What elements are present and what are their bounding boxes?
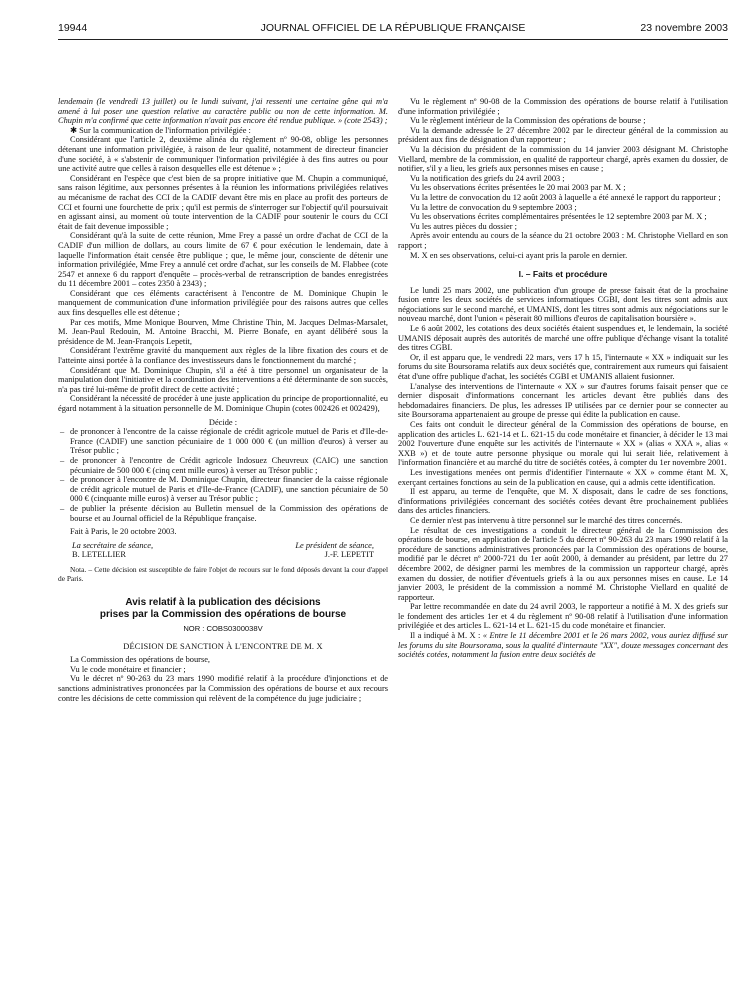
- paragraph: Les investigations menées ont permis d'identifier l'internaute « XX » comme étant M. X, exerçant certaines fonctions au sein de la publication en cause, qui a admis cette identification.: [398, 467, 728, 487]
- paragraph: Considérant que M. Dominique Chupin, s'il a été à titre personnel un organisateur de la manipulation dont l'initiative et la coordination des interventions a été déterminante de son succès, n'a pas tiré lui-même de profit direct de cette activité ;: [58, 365, 388, 394]
- paragraph: Considérant que ces éléments caractérisent à l'encontre de M. Dominique Chupin le manquement de communication d'une information privilégiée pour des raisons autres que celles aux fins desquelles elle est détenue ;: [58, 288, 388, 318]
- decide-label: Décide :: [208, 417, 238, 427]
- paragraph: Le lundi 25 mars 2002, une publication d'un groupe de presse faisait état de la prochaine fusion entre les deux sociétés de services informatiques CGBI, dont les titres sont admis aux négociations sur le second marché, et UMANIS, dont les titres sont admis aux négociations sur le nouveau marché, dont l'union « pèserait 80 millions d'euros de capitalisation boursière ».: [398, 285, 728, 324]
- paragraph: Par ces motifs, Mme Monique Bourven, Mme Christine Thin, M. Jacques Delmas-Marsalet, M. Jean-Paul Redouin, M. Antoine Bracchi, M. Pierre Bonafe, en ayant délibéré sous la présidence de M. Jean-François Lepetit,: [58, 317, 388, 346]
- avis-title-line-1: Avis relatif à la publication des décisions: [125, 597, 321, 609]
- page-header: [58, 22, 728, 36]
- subheading-communication: ✱ Sur la communication de l'information privilégiée :: [70, 125, 251, 135]
- section-title: I. – Faits et procédure: [518, 269, 608, 280]
- paragraph: Vu le code monétaire et financier ;: [70, 664, 186, 674]
- paragraph: Vu le décret nº 90-263 du 23 mars 1990 modifié relatif à la procédure d'injonctions et de sanctions administratives prononcées par la Commission des opérations de bourse et aux recours contre les décisions de cette commission qui relèvent de la compétence du juge judiciaire ;: [58, 674, 388, 703]
- vu-paragraph: Vu les autres pièces du dossier ;: [410, 221, 517, 231]
- decision-item: – de prononcer à l'encontre de M. Dominique Chupin, directeur financier de la caisse régionale de crédit agricole mutuel de Paris et d'Ile-de-France (CADIF), une sanction pécuniaire de 50 000 € (cinquante mille euros) à verser au Trésor public ;: [70, 475, 388, 504]
- vu-paragraph: Vu le règlement intérieur de la Commission des opérations de bourse ;: [410, 116, 646, 126]
- page-number: 19944: [58, 22, 88, 34]
- place-date: Fait à Paris, le 20 octobre 2003.: [70, 527, 177, 537]
- paragraph: Ces faits ont conduit le directeur général de la Commission des opérations de bourse, en application des articles L. 621-14 et L. 621-15 du code monétaire et financier, à décider le 13 mai 2002 l'ouverture d'une enquête sur les activités de l'internaute « XX » (alias « XXA », alias « XXB ») et de toute autre personne physique ou morale qui lui serait liée, relativement à l'information financière et au marché du titre de sociétés cotées, à compter du 1er novembre 2001.: [398, 420, 728, 468]
- vu-paragraphs: [398, 97, 728, 260]
- header-rule: [58, 39, 728, 40]
- paragraph: Or, il est apparu que, le vendredi 22 mars, vers 17 h 15, l'internaute « XX » indiquait sur les forums du site Boursorama relatifs aux deux sociétés que, contrairement aux rumeurs qui faisaient état d'une offre publique d'achat, les sociétés CGBI et UMANIS allaient fusionner.: [398, 352, 728, 382]
- decision-item: – de prononcer à l'encontre de Crédit agricole Indosuez Cheuvreux (CAIC) une sanction pécuniaire de 500 000 € (cinq cent mille euros) à verser au Trésor public ;: [70, 456, 388, 475]
- vu-paragraph: Après avoir entendu au cours de la séance du 21 octobre 2003 : M. Christophe Viellard en son rapport ;: [398, 231, 728, 250]
- vu-paragraph: Vu les observations écrites complémentaires présentées le 12 septembre 2003 par M. X ;: [410, 212, 707, 222]
- paragraph: Par lettre recommandée en date du 24 avril 2003, le rapporteur a notifié à M. X des griefs sur le fondement des articles 1er et 4 du règlement nº 90-08 relatif à l'utilisation d'une information privilégiée et des articles L. 621-14 et L. 621-15 du code monétaire et financier.: [398, 602, 728, 631]
- nota: Nota. – Cette décision est susceptible de faire l'objet de recours sur le fond déposés devant la cour d'appel de Paris.: [58, 564, 388, 583]
- vu-paragraph: Vu le règlement nº 90-08 de la Commission des opérations de bourse relatif à l'utilisation d'une information privilégiée ;: [398, 97, 728, 116]
- last-paragraph: [398, 631, 728, 660]
- vu-paragraph: Vu la notification des griefs du 24 avril 2003 ;: [410, 173, 565, 183]
- paragraph: Considérant l'extrême gravité du manquement aux règles de la libre fixation des cours et de l'atteinte ainsi portée à la confiance des investisseurs dans le fonctionnement du marché ;: [58, 346, 388, 366]
- last-paragraph-quote: « Entre le 11 décembre 2001 et le 26 mars 2002, vous auriez diffusé sur les forums du site Boursorama, sous la qualité d'internaute "XX", douze messages concernant des sociétés cotées, notamment la fusion entre deux sociétés de: [398, 631, 728, 660]
- decision-item: – de prononcer à l'encontre de la caisse régionale de crédit agricole mutuel de Paris et d'Ile-de-France (CADIF) une sanction pécuniaire de 1 000 000 € (un million d'euros) à verser au Trésor public ;: [70, 427, 388, 456]
- journal-title: JOURNAL OFFICIEL DE LA RÉPUBLIQUE FRANÇAISE: [260, 22, 526, 34]
- right-column: [398, 97, 728, 660]
- paragraph: La Commission des opérations de bourse,: [70, 655, 211, 665]
- opening-quote: lendemain (le vendredi 13 juillet) ou le lundi suivant, j'ai ressenti une certaine gêne qui m'a amené à lui poser une question relative au caractère public ou non de cette information. M. Chupin m'a confirmé que cette information n'avait pas encore été rendue publique. » (cote 2543) ;: [58, 97, 388, 126]
- vu-paragraph: Vu la décision du président de la commission du 14 janvier 2003 désignant M. Christophe Viellard, membre de la commission, en qualité de rapporteur chargé, après examen du dossier, de notifier, s'il y a lieu, les griefs aux personnes mises en cause ;: [398, 144, 728, 174]
- signature-block: [58, 541, 388, 551]
- paragraph: Considérant en l'espèce que c'est bien de sa propre initiative que M. Chupin a communiqué, sans raison légitime, aux personnes présentes à la réunion les informations privilégiées relatives au mécanisme de rachat des CCI de la CADIF devant être mis en place au profit des porteurs de CCI et fourni une fourchette de prix ; qu'il est permis de s'interroger sur l'objectif qu'il poursuivait en agissant ainsi, au moment où toute intervention de la CADIF pour soutenir le cours du CCI était de fait devenue impossible ;: [58, 173, 388, 231]
- decision-title: DÉCISION DE SANCTION À L'ENCONTRE DE M. X: [123, 641, 323, 651]
- paragraph: L'analyse des interventions de l'internaute « XX » sur d'autres forums faisait penser que ce dernier disposait d'informations concernant les articles devant être publiés dans des hebdomadaires financiers. De plus, les adresses IP utilisées par ce dernier pour se connecter au site Boursorama appartenaient au groupe de presse qui édite la publication en cause.: [398, 381, 728, 420]
- last-paragraph-lead: Il a indiqué à M. X :: [410, 631, 483, 641]
- avis-title-line-2: prises par la Commission des opérations de bourse: [99, 609, 347, 621]
- issue-date: 23 novembre 2003: [640, 22, 728, 34]
- decision-list: [58, 427, 388, 523]
- paragraph: Le résultat de ces investigations a conduit le directeur général de la Commission des opérations de bourse, en application de l'article 5 du décret nº 90-263 du 23 mars 1990 relatif à la procédure de sanctions administratives prononcées par la Commission des opérations de bourse, modifié par le décret nº 2000-721 du 1er août 2000, à demander au président, par lettre du 27 décembre 2002, de désigner parmi les membres de la commission un rapporteur chargé, après examen du dossier, de notifier d'éventuels griefs à la ou aux personnes mises en cause. Le 14 janvier 2003, le président de la commission a nommé M. Christophe Viellard en qualité de rapporteur.: [398, 525, 728, 602]
- decision-item: – de publier la présente décision au Bulletin mensuel de la Commission des opérations de bourse et au Journal officiel de la République française.: [70, 504, 388, 523]
- vu-paragraph: Vu la demande adressée le 27 décembre 2002 par le directeur général de la commission au président aux fins de désignation d'un rapporteur ;: [398, 125, 728, 145]
- vu-paragraph: M. X en ses observations, celui-ci ayant pris la parole en dernier.: [410, 250, 628, 260]
- right-paragraphs: [398, 286, 728, 631]
- nor-reference: NOR : COBS0300038V: [183, 624, 263, 634]
- vu-paragraph: Vu les observations écrites présentées le 20 mai 2003 par M. X ;: [410, 183, 626, 193]
- paragraph: Considérant la nécessité de procéder à une juste application du principe de proportionnalité, eu égard notamment à la situation personnelle de M. Dominique Chupin (cotes 002426 et 002429),: [58, 394, 388, 413]
- paragraph: Considérant qu'à la suite de cette réunion, Mme Frey a passé un ordre d'achat de CCI de la CADIF d'un million de dollars, au cours limite de 67 € pour exécution le lendemain, date à laquelle l'information était censée être publique ; que, le même jour, consciente de détenir une information privilégiée, Mme Frey a annulé cet ordre d'achat, sur les conseils de M. Flabbee (cote 2547 et annexe 6 du rapport d'enquête – procès-verbal de retranscription de bandes enregistrées du 11 décembre 2001 – cotes 2350 à 2343) ;: [58, 231, 388, 289]
- left-column: [58, 97, 388, 703]
- paragraph: Il est apparu, au terme de l'enquête, que M. X disposait, dans le cadre de ses fonctions, d'informations privilégiées concernant des sociétés cotées devant être prochainement publiées dans des articles financiers.: [398, 487, 728, 516]
- vu-paragraph: Vu la lettre de convocation du 9 septembre 2003 ;: [410, 202, 577, 212]
- paragraph: Le 6 août 2002, les cotations des deux sociétés étaient suspendues et, le lendemain, la société UMANIS déposait auprès des autorités de marché une offre publique d'échange visant la totalité des titres CGBI.: [398, 324, 728, 353]
- avis-title: [58, 597, 388, 621]
- paragraph: Considérant que l'article 2, deuxième alinéa du règlement nº 90-08, oblige les personnes détenant une information privilégiée, à raison de leur qualité, notamment de directeur financier d'une société, à « s'abstenir de communiquer l'information privilégiée à des fins autres ou pour une activité autre que celles à raison desquelles elle est détenue » ;: [58, 135, 388, 174]
- vu-paragraph: Vu la lettre de convocation du 12 août 2003 à laquelle a été annexé le rapport du rapporteur ;: [410, 192, 721, 202]
- president-name: J.-F. LEPETIT: [324, 550, 374, 560]
- president-role: Le président de séance,: [295, 540, 374, 550]
- paragraph: Ce dernier n'est pas intervenu à titre personnel sur le marché des titres concernés.: [410, 515, 683, 525]
- signature-names: [58, 550, 388, 560]
- left-closing-paragraphs: [58, 655, 388, 703]
- secretary-role: La secrétaire de séance,: [72, 540, 154, 550]
- secretary-name: B. LETELLIER: [72, 550, 126, 560]
- left-paragraphs: [58, 135, 388, 413]
